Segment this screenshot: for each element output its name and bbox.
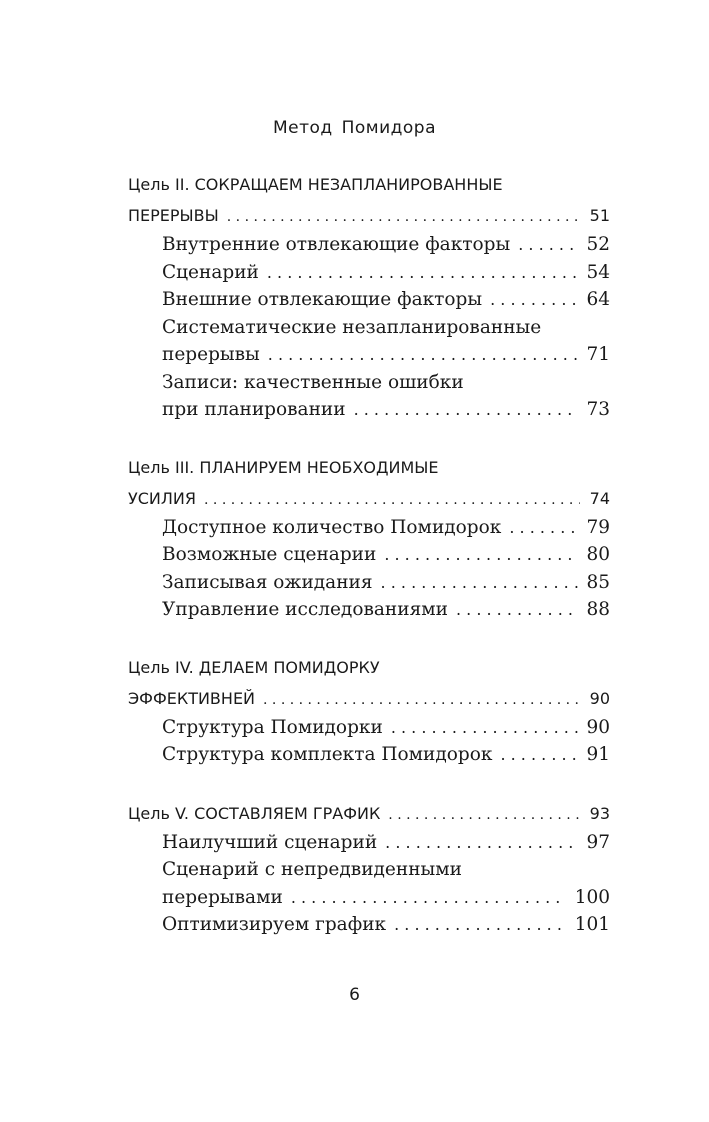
page-number: 52 [586,234,610,255]
dot-leader [456,596,578,624]
toc-entry[interactable] [128,541,610,569]
toc-section-title: Цель V. СОСТАВЛЯЕМ ГРАФИК [128,803,381,823]
toc-section-title-cont: ПЕРЕРЫВЫ [128,206,219,225]
toc-entry[interactable] [128,911,610,939]
toc-entry-label: Структура комплекта Помидорок [162,744,493,765]
page-number: 54 [586,261,610,283]
toc-section-goal-5 [128,798,610,939]
toc-entry[interactable] [128,514,610,542]
toc-entry[interactable] [128,596,610,624]
toc-entry[interactable] [128,569,610,597]
toc-entry-label: Внешние отвлекающие факторы [162,289,483,310]
toc-entry[interactable] [128,231,610,259]
dot-leader [391,714,579,742]
dot-leader [267,259,579,287]
running-head: Метод Помидора [272,118,436,138]
toc-entry-label: Оптимизируем график [162,914,387,935]
toc-entry[interactable] [128,286,610,314]
page-number: 74 [589,488,610,508]
dot-leader [268,341,579,369]
dot-leader [490,286,578,314]
toc-entry[interactable] [128,829,610,857]
toc-section-row[interactable] [128,483,610,514]
page-number: 85 [586,571,610,593]
toc-entry-label-line1: Сценарий с непредвиденными [162,859,462,880]
page-number: 93 [589,803,610,823]
toc-entry-label: Сценарий [162,261,259,283]
dot-leader [509,514,578,542]
page-number: 91 [586,744,610,765]
dot-leader [354,396,579,424]
page-number: 73 [586,399,610,420]
toc-entry-label: Внутренние отвлекающие факторы [162,234,511,255]
toc-entry[interactable] [128,741,610,769]
toc-section-row[interactable] [128,683,610,714]
toc-entry[interactable] [128,341,610,369]
toc-entry-label: Возможные сценарии [162,544,377,565]
page-number: 97 [586,831,610,853]
toc-section-title-cont: УСИЛИЯ [128,488,197,508]
page-number: 51 [589,206,610,225]
dot-leader [518,231,578,259]
toc-entry[interactable] [128,259,610,287]
dot-leader [384,541,578,569]
toc-section-row[interactable] [128,798,610,829]
toc-section-title-cont: ЭФФЕКТИВНЕЙ [128,688,256,708]
page-number: 90 [589,688,610,708]
toc-entry-label: перерывами [162,886,283,908]
toc-entry-label-line1: Систематические незапланированные [162,316,542,338]
dot-leader [227,202,580,233]
dot-leader [204,485,580,516]
toc-entry-label: Записывая ожидания [162,571,373,593]
table-of-contents [128,170,610,939]
toc-section-goal-3 [128,453,610,624]
toc-entry-label: перерывы [162,344,260,365]
page-number: 64 [586,289,610,310]
page-number: 80 [586,544,610,565]
toc-entry-label: Структура Помидорки [162,716,383,738]
toc-entry-label: при планировании [162,399,346,420]
page-number: 100 [574,886,610,908]
page-folio: 6 [349,985,360,1005]
page-number: 79 [586,516,610,538]
dot-leader [394,911,567,939]
dot-leader [263,685,580,716]
toc-section-goal-4 [128,653,610,769]
page-number: 90 [586,716,610,738]
dot-leader [291,884,567,912]
toc-section-title: Цель IV. ДЕЛАЕМ ПОМИДОРКУ [128,657,380,677]
page-number: 71 [586,344,610,365]
dot-leader [388,800,580,831]
toc-entry-label: Доступное количество Помидорок [162,516,502,538]
toc-entry-label: Управление исследованиями [162,599,448,620]
toc-section-goal-2 [128,170,610,424]
toc-section-title: Цель III. ПЛАНИРУЕМ НЕОБХОДИМЫЕ [128,457,439,477]
toc-entry-label-line1: Записи: качественные ошибки [162,371,464,393]
dot-leader [385,829,578,857]
page-number: 88 [586,599,610,620]
dot-leader [500,741,578,769]
toc-entry[interactable] [128,396,610,424]
toc-entry[interactable] [128,884,610,912]
dot-leader [381,569,579,597]
toc-entry-label: Наилучший сценарий [162,831,378,853]
toc-section-row[interactable] [128,200,610,231]
toc-section-title: Цель II. СОКРАЩАЕМ НЕЗАПЛАНИРОВАННЫЕ [128,175,503,194]
toc-entry[interactable] [128,714,610,742]
page-number: 101 [574,914,610,935]
